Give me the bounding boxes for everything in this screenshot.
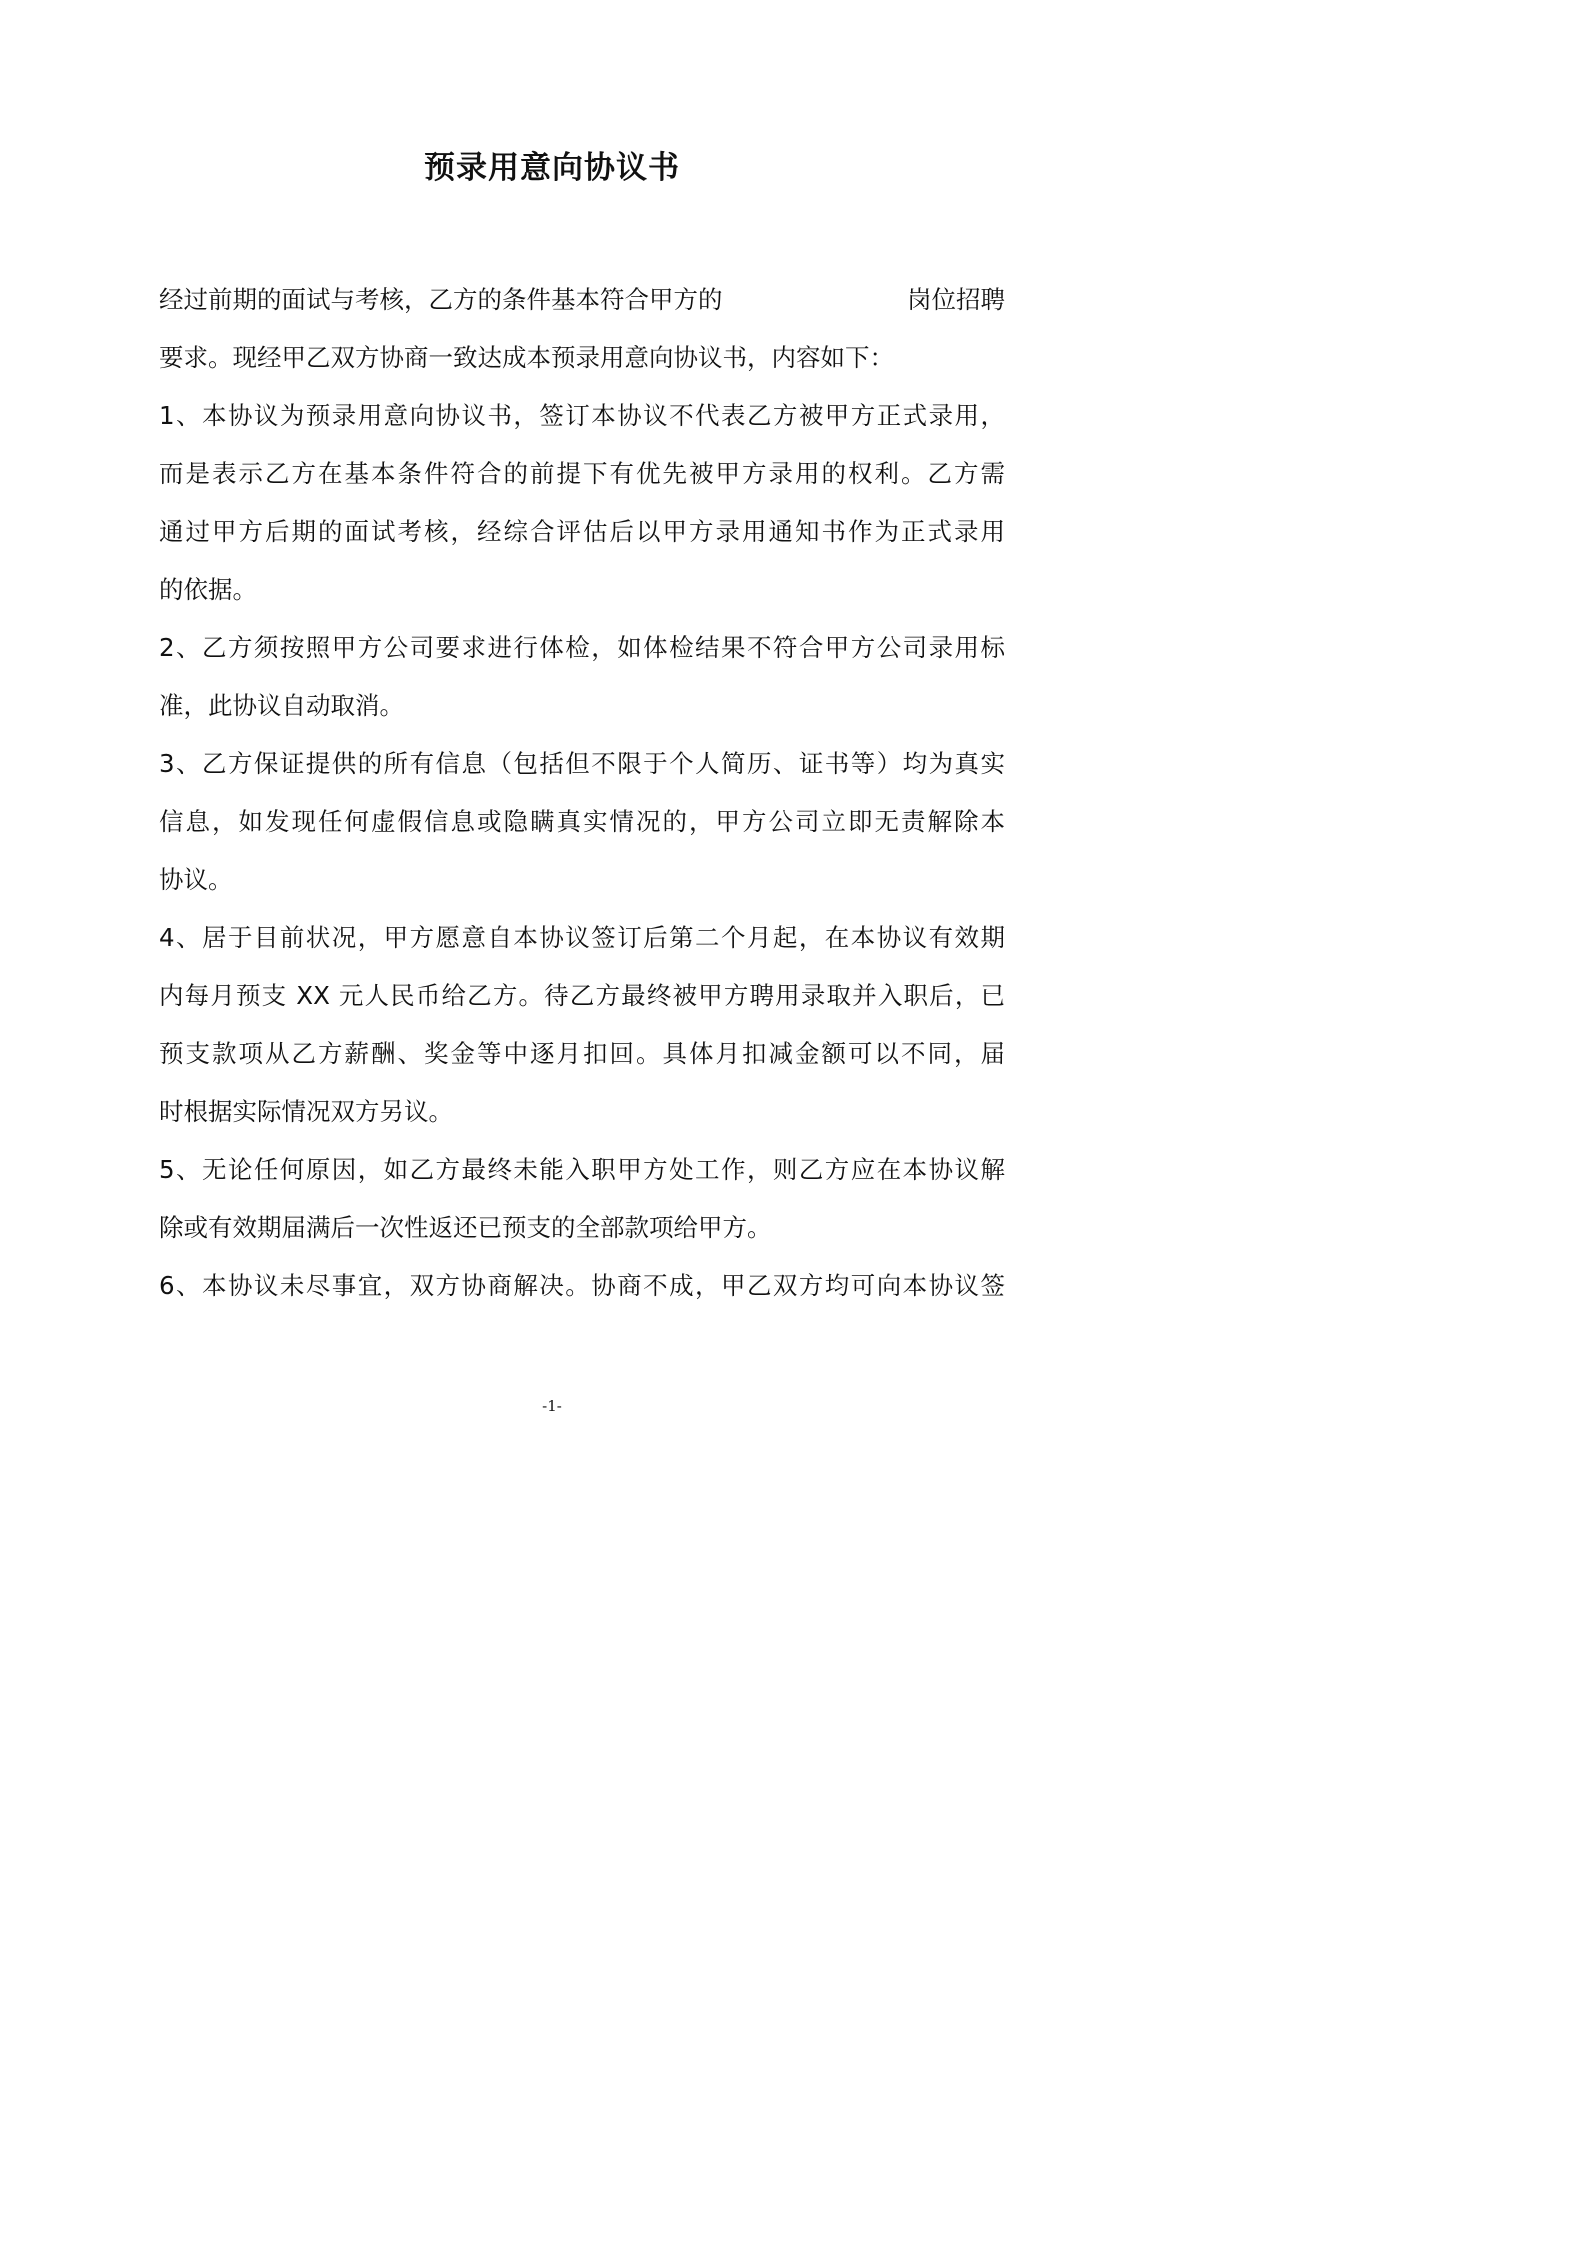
clause-4-line-2: 内每月预支 XX 元人民币给乙方。待乙方最终被甲方聘用录取并入职后，已 <box>159 981 1005 1010</box>
page-number: -1- <box>542 1397 562 1415</box>
clause-4-line-1: 4、居于目前状况，甲方愿意自本协议签订后第二个月起，在本协议有效期 <box>159 923 1005 952</box>
document-page <box>0 0 1104 1562</box>
clause-3-line-2: 信息，如发现任何虚假信息或隐瞒真实情况的，甲方公司立即无责解除本 <box>159 807 1005 836</box>
position-blank <box>745 271 885 329</box>
clause-2-line-2: 准，此协议自动取消。 <box>159 691 404 720</box>
clause-1-line-1: 1、本协议为预录用意向协议书，签订本协议不代表乙方被甲方正式录用， <box>159 401 1005 430</box>
clause-3-line-1: 3、乙方保证提供的所有信息（包括但不限于个人简历、证书等）均为真实 <box>159 749 1005 778</box>
clause-1-line-2: 而是表示乙方在基本条件符合的前提下有优先被甲方录用的权利。乙方需 <box>159 459 1005 488</box>
intro-line-2: 要求。现经甲乙双方协商一致达成本预录用意向协议书，内容如下： <box>159 343 894 372</box>
clause-1-line-3: 通过甲方后期的面试考核，经综合评估后以甲方录用通知书作为正式录用 <box>159 517 1005 546</box>
clause-5-line-1: 5、无论任何原因，如乙方最终未能入职甲方处工作，则乙方应在本协议解 <box>159 1155 1005 1184</box>
clause-3-line-3: 协议。 <box>159 865 233 894</box>
document-body <box>159 271 1005 1315</box>
clause-4-line-3: 预支款项从乙方薪酬、奖金等中逐月扣回。具体月扣减金额可以不同，届 <box>159 1039 1005 1068</box>
intro-line-1 <box>159 271 1005 329</box>
clause-4-line-4: 时根据实际情况双方另议。 <box>159 1097 453 1126</box>
clause-2-line-1: 2、乙方须按照甲方公司要求进行体检，如体检结果不符合甲方公司录用标 <box>159 633 1005 662</box>
clause-1-line-4: 的依据。 <box>159 575 257 604</box>
intro-text-before-blank: 经过前期的面试与考核，乙方的条件基本符合甲方的 <box>159 285 723 314</box>
document-title: 预录用意向协议书 <box>424 150 680 186</box>
intro-text-after-blank: 岗位招聘 <box>907 285 1005 314</box>
clause-6-line-1: 6、本协议未尽事宜，双方协商解决。协商不成，甲乙双方均可向本协议签 <box>159 1271 1005 1300</box>
clause-5-line-2: 除或有效期届满后一次性返还已预支的全部款项给甲方。 <box>159 1213 772 1242</box>
